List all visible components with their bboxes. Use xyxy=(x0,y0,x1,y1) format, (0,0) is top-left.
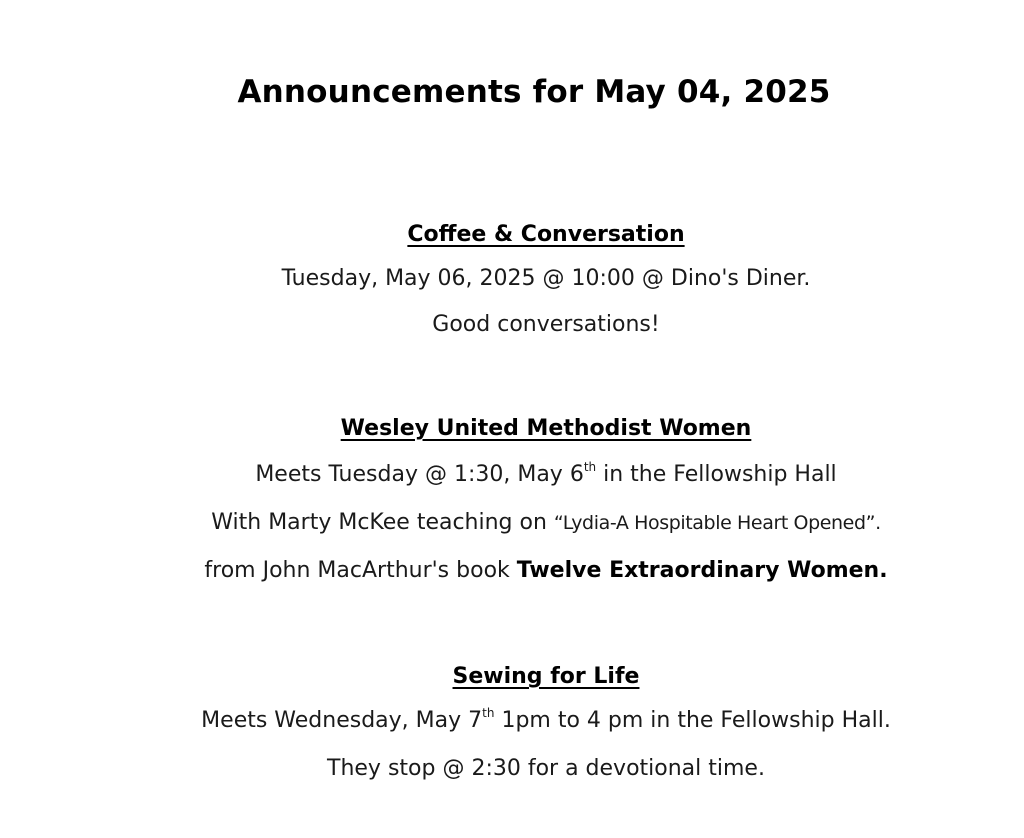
wesley-topic-text: “Lydia-A Hospitable Heart Opened”. xyxy=(553,512,881,534)
wesley-heading xyxy=(0,416,1024,441)
sewing-meeting-text: Meets Wednesday, May 7 xyxy=(201,708,483,733)
coffee-details-line: Tuesday, May 06, 2025 @ 10:00 @ Dino's Diner. xyxy=(281,266,811,291)
sewing-heading-text: Sewing for Life xyxy=(452,664,640,689)
wesley-book-title: Twelve Extraordinary Women. xyxy=(516,558,888,583)
sewing-meeting-line xyxy=(0,708,1024,733)
wesley-meeting-text: Meets Tuesday @ 1:30, May 6 xyxy=(255,462,584,487)
coffee-note-line: Good conversations! xyxy=(432,312,660,337)
wesley-teacher-line xyxy=(0,510,1024,535)
wesley-teacher-text: With Marty McKee teaching on xyxy=(211,510,554,535)
page-title: Announcements for May 04, 2025 xyxy=(237,74,831,110)
sewing-devotional-line: They stop @ 2:30 for a devotional time. xyxy=(327,756,765,781)
coffee-heading-text: Coffee & Conversation xyxy=(407,222,685,247)
wesley-meeting-ordinal: th xyxy=(583,460,597,474)
wesley-book-intro: from John MacArthur's book xyxy=(204,558,517,583)
sewing-heading xyxy=(0,664,1024,689)
sewing-meeting-ordinal: th xyxy=(482,706,495,720)
wesley-book-line xyxy=(0,558,1024,583)
coffee-heading xyxy=(0,222,1024,247)
wesley-meeting-location: in the Fellowship Hall xyxy=(596,462,837,487)
wesley-meeting-line xyxy=(0,462,1024,487)
sewing-meeting-time: 1pm to 4 pm in the Fellowship Hall. xyxy=(494,708,891,733)
wesley-heading-text: Wesley United Methodist Women xyxy=(340,416,752,441)
